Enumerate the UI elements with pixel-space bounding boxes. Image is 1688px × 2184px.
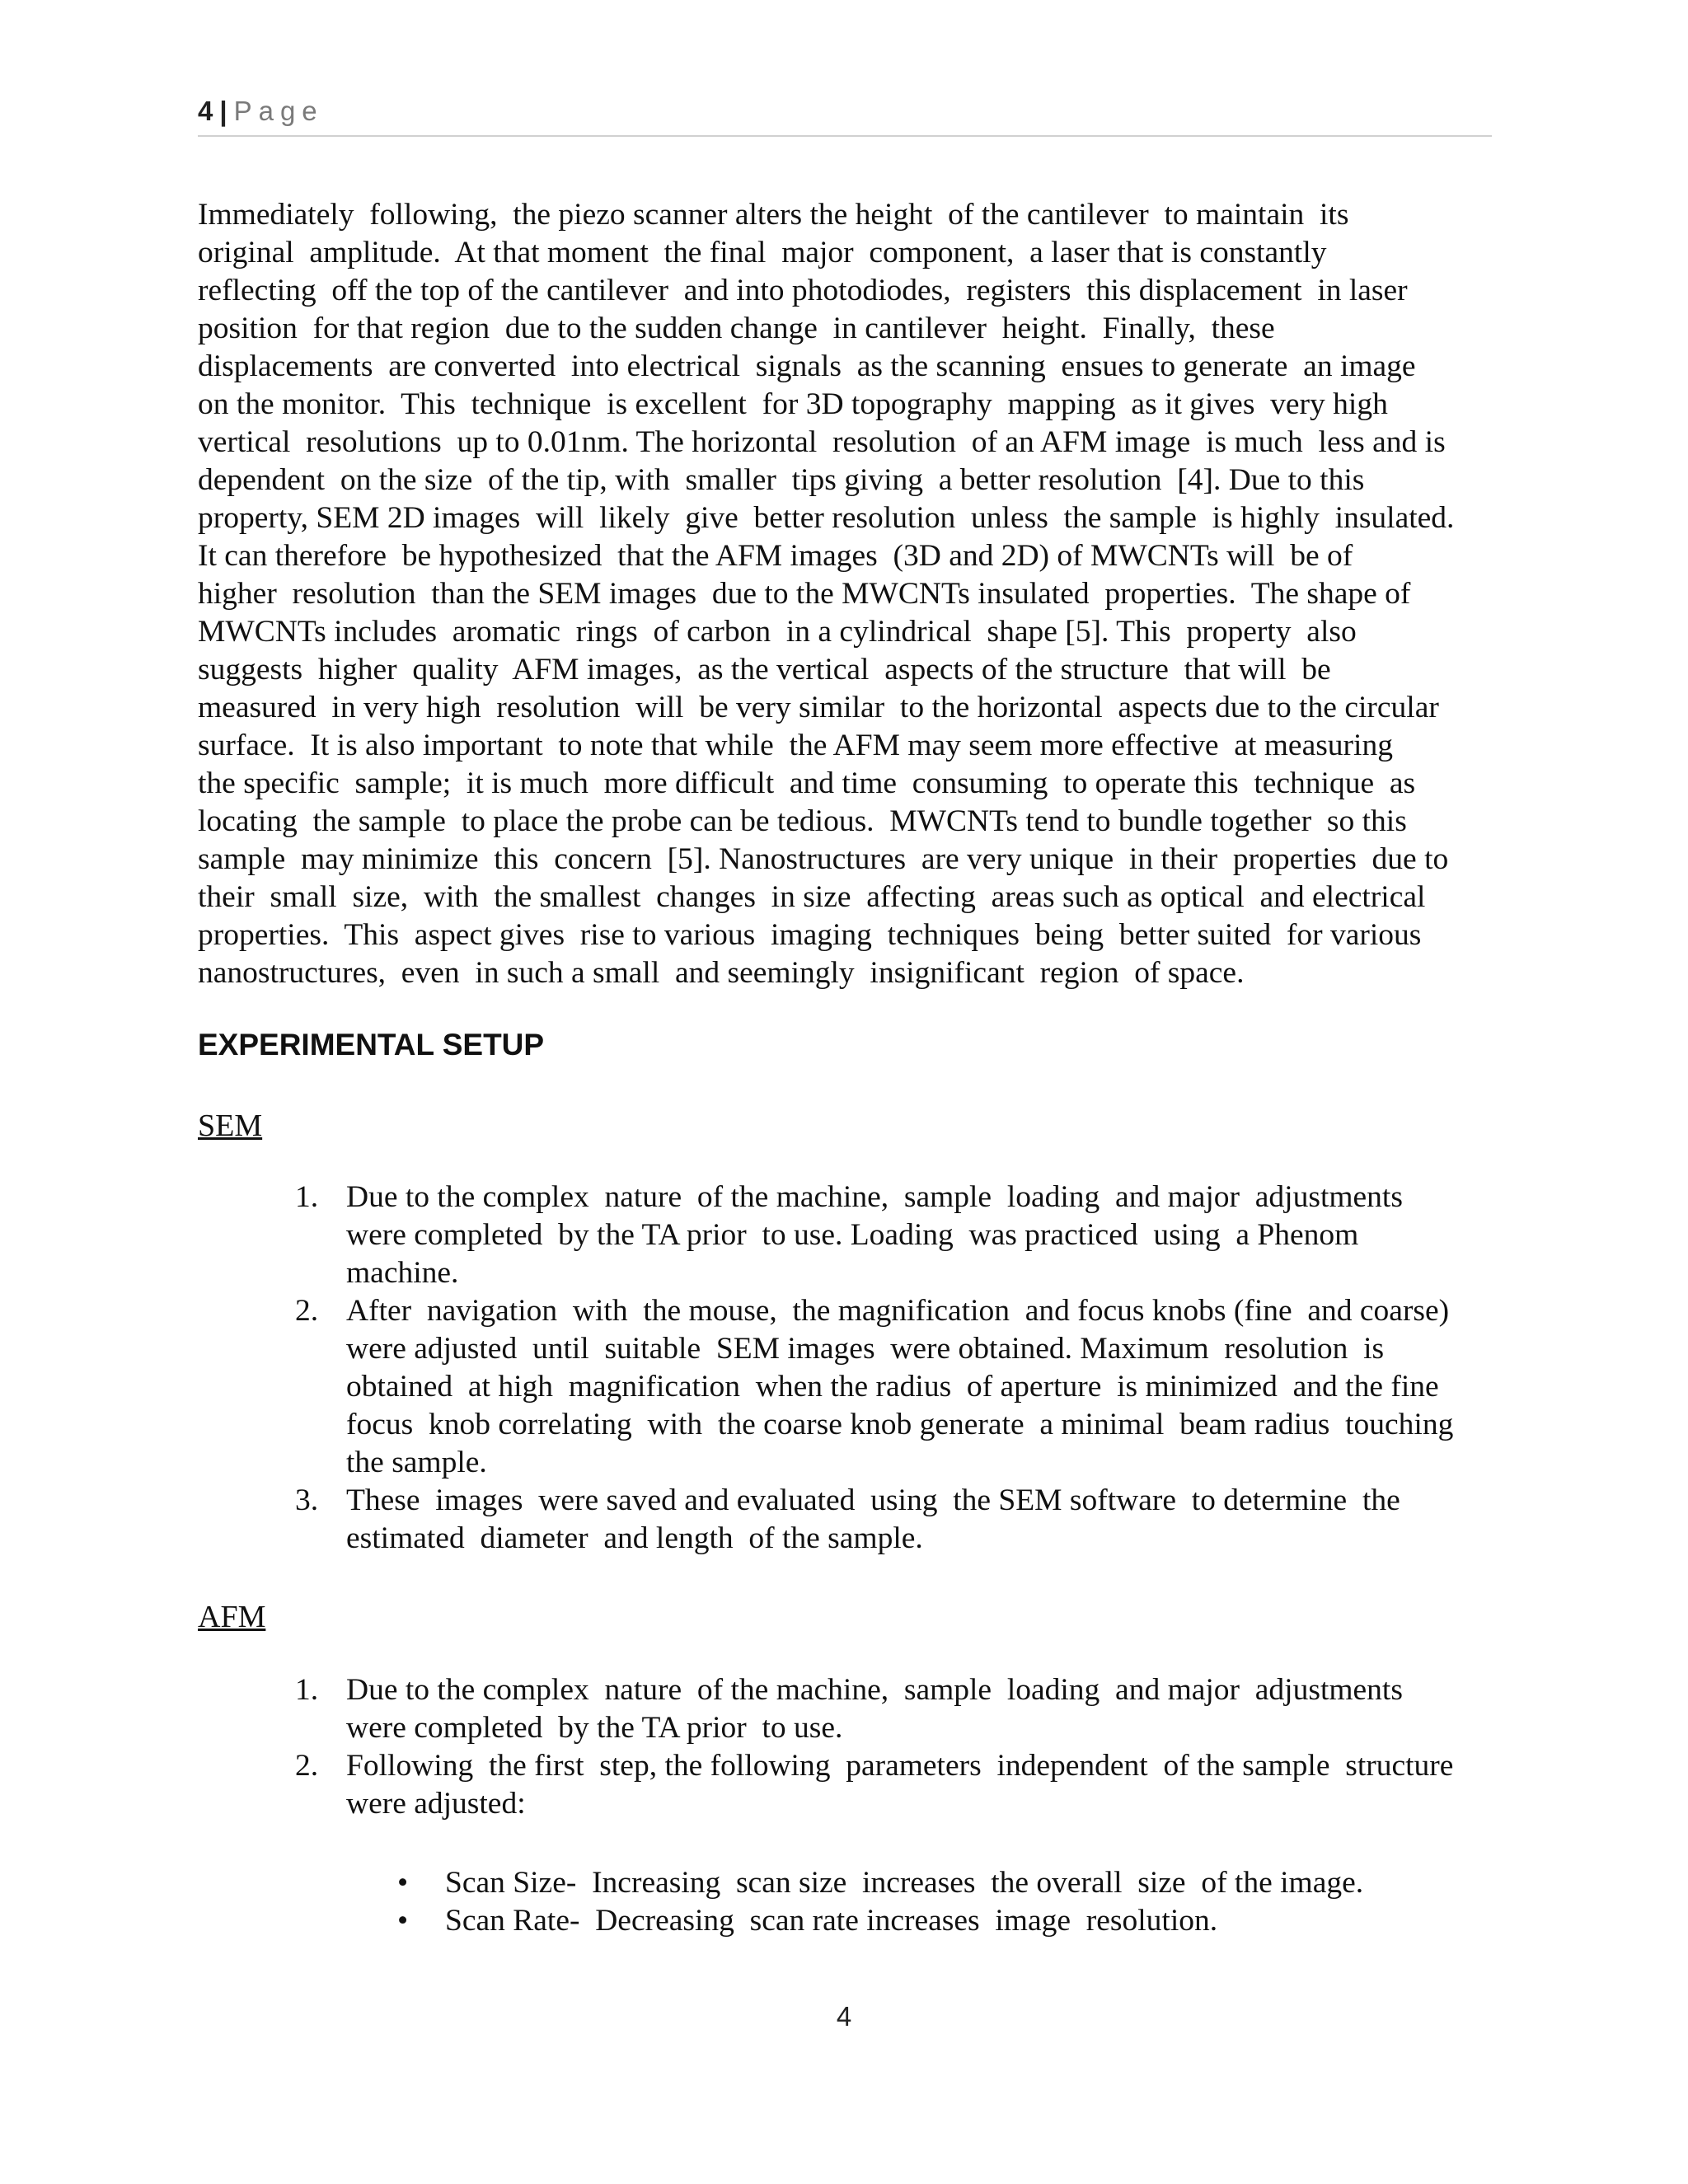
afm-parameter-list [387, 1864, 1459, 1940]
paragraph-line: dependent on the size of the tip, with smaller tips giving a better resolution [4]. Due to this [198, 463, 1365, 497]
bullet-item [387, 1864, 1459, 1902]
paragraph-line: It can therefore be hypothesized that the AFM images (3D and 2D) of MWCNTs will be of [198, 539, 1353, 573]
paragraph-line: Immediately following, the piezo scanner alters the height of the cantilever to maintain its [198, 198, 1349, 232]
paragraph-line: position for that region due to the sudden change in cantilever height. Finally, these [198, 312, 1275, 345]
step-line: were completed by the TA prior to use. [346, 1711, 843, 1745]
footer-page-number: 4 [836, 2001, 852, 2032]
sem-step [288, 1482, 1484, 1558]
paragraph-line: suggests higher quality AFM images, as the vertical aspects of the structure that will be [198, 653, 1331, 687]
step-line: obtained at high magnification when the radius of aperture is minimized and the fine [346, 1370, 1439, 1404]
paragraph-line: measured in very high resolution will be very similar to the horizontal aspects due to the circular [198, 691, 1439, 724]
step-line: machine. [346, 1256, 459, 1290]
paragraph-line: MWCNTs includes aromatic rings of carbon in a cylindrical shape [5]. This property also [198, 615, 1357, 649]
step-line: Due to the complex nature of the machine, sample loading and major adjustments [346, 1673, 1403, 1707]
step-number: 2. [295, 1749, 319, 1783]
paragraph-line: higher resolution than the SEM images due to the MWCNTs insulated properties. The shape of [198, 577, 1411, 611]
page-header [198, 96, 1492, 137]
paragraph-line: properties. This aspect gives rise to various imaging techniques being better suited for various [198, 918, 1422, 952]
step-line: These images were saved and evaluated using the SEM software to determine the [346, 1483, 1400, 1517]
paragraph-line: nanostructures, even in such a small and seemingly insignificant region of space. [198, 956, 1245, 990]
paragraph-line: property, SEM 2D images will likely give better resolution unless the sample is highly insulated. [198, 501, 1455, 535]
afm-step [288, 1671, 1484, 1747]
bullet-text: Scan Size- Increasing scan size increases the overall size of the image. [445, 1866, 1364, 1900]
step-line: Due to the complex nature of the machine, sample loading and major adjustments [346, 1180, 1403, 1214]
afm-subheading: AFM [198, 1600, 266, 1634]
paragraph-line: the specific sample; it is much more difficult and time consuming to operate this technique as [198, 766, 1416, 800]
step-line: were adjusted until suitable SEM images were obtained. Maximum resolution is [346, 1332, 1385, 1366]
afm-step [288, 1747, 1484, 1823]
sem-steps-list [288, 1179, 1484, 1558]
bullet-icon: • [397, 1866, 409, 1900]
paragraph-line: displacements are converted into electrical signals as the scanning ensues to generate an image [198, 349, 1416, 383]
section-heading: EXPERIMENTAL SETUP [198, 1028, 545, 1062]
bullet-text: Scan Rate- Decreasing scan rate increases image resolution. [445, 1904, 1218, 1938]
step-line: estimated diameter and length of the sample. [346, 1521, 923, 1555]
paragraph-line: vertical resolutions up to 0.01nm. The horizontal resolution of an AFM image is much less and is [198, 425, 1446, 459]
step-line: were completed by the TA prior to use. Loading was practiced using a Phenom [346, 1218, 1359, 1252]
step-line: Following the first step, the following parameters independent of the sample structure [346, 1749, 1454, 1783]
paragraph-line: reflecting off the top of the cantilever and into photodiodes, registers this displacement in laser [198, 274, 1408, 307]
paragraph-line: sample may minimize this concern [5]. Nanostructures are very unique in their properties due to [198, 842, 1449, 876]
sem-step [288, 1179, 1484, 1292]
step-line: After navigation with the mouse, the magnification and focus knobs (fine and coarse) [346, 1294, 1450, 1328]
step-number: 2. [295, 1294, 319, 1328]
paragraph-line: surface. It is also important to note that while the AFM may seem more effective at measuring [198, 729, 1393, 762]
header-page-word: Page [233, 96, 324, 126]
body-paragraph [198, 196, 1484, 992]
sem-subheading: SEM [198, 1108, 263, 1143]
step-line: were adjusted: [346, 1787, 526, 1821]
paragraph-line: locating the sample to place the probe can be tedious. MWCNTs tend to bundle together so this [198, 804, 1407, 838]
afm-steps-list [288, 1671, 1484, 1823]
step-number: 1. [295, 1180, 319, 1214]
step-number: 3. [295, 1483, 319, 1517]
step-number: 1. [295, 1673, 319, 1707]
paragraph-line: original amplitude. At that moment the final major component, a laser that is constantly [198, 236, 1327, 269]
paragraph-line: their small size, with the smallest changes in size affecting areas such as optical and electrical [198, 880, 1426, 914]
bullet-icon: • [397, 1904, 409, 1938]
sem-step [288, 1292, 1484, 1482]
header-page-number: 4 [198, 96, 213, 126]
bullet-item [387, 1902, 1459, 1940]
step-line: focus knob correlating with the coarse knob generate a minimal beam radius touching [346, 1408, 1454, 1441]
paragraph-line: on the monitor. This technique is excellent for 3D topography mapping as it gives very high [198, 387, 1388, 421]
step-line: the sample. [346, 1446, 487, 1479]
header-separator: | [219, 96, 227, 126]
